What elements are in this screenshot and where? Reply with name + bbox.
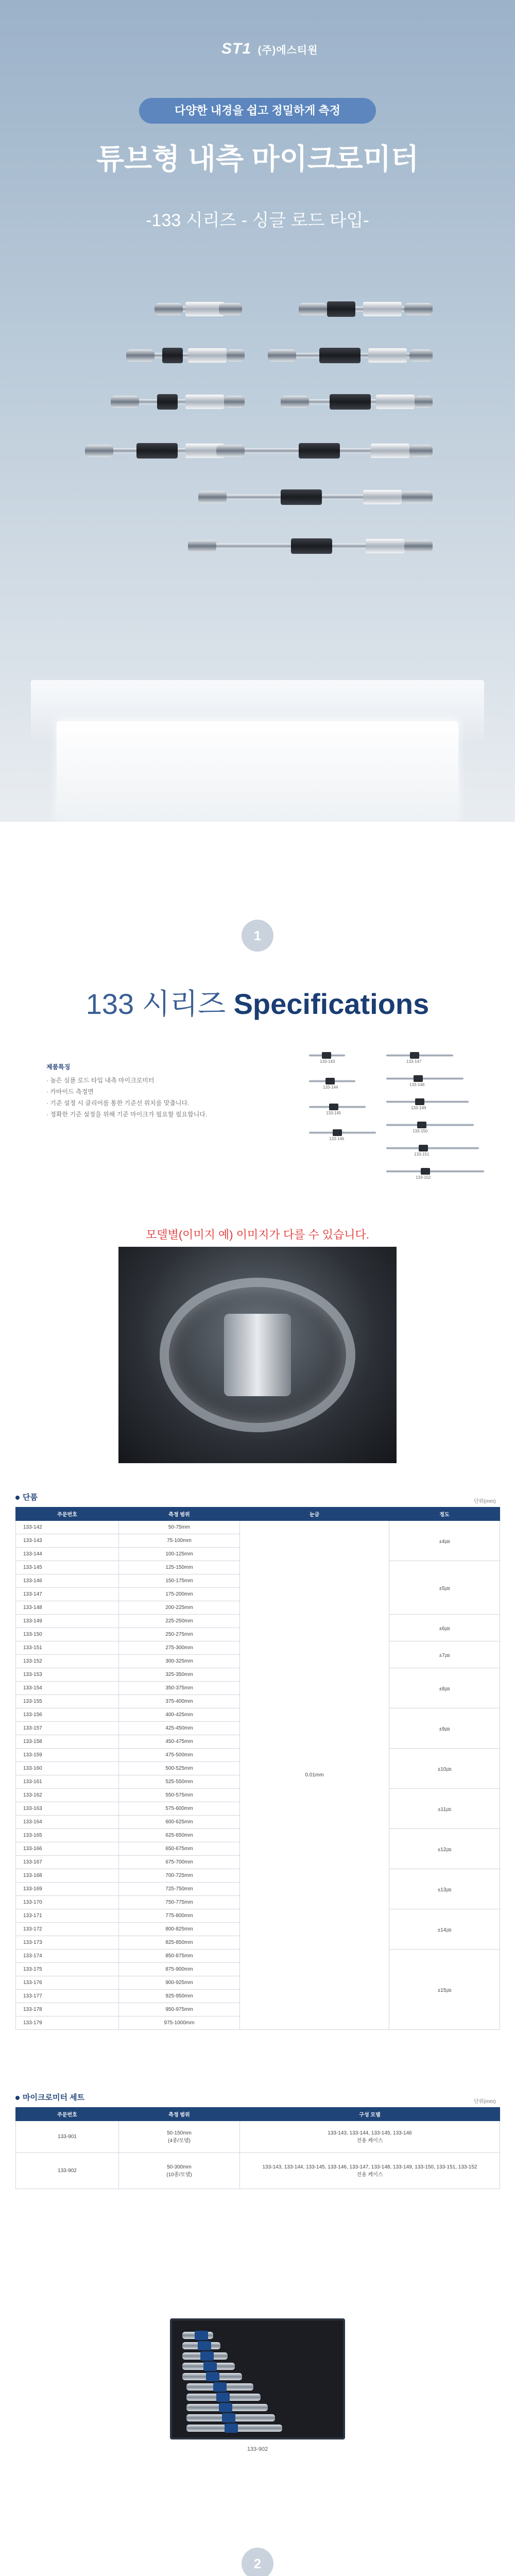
order-code: 133-158 (16, 1735, 119, 1749)
order-code: 133-151 (16, 1641, 119, 1655)
order-code: 133-153 (16, 1668, 119, 1682)
order-code: 133-154 (16, 1682, 119, 1695)
order-code: 133-173 (16, 1936, 119, 1950)
accuracy: ±14㎛ (389, 1909, 500, 1950)
product-photo (118, 1247, 397, 1463)
product-image-micrometer (216, 440, 433, 461)
table-header-cell: 정도 (389, 1507, 500, 1521)
measuring-range: 675-700mm (119, 1856, 240, 1869)
lineup-model-tag: 133-147 (406, 1059, 422, 1064)
feature-item: · 높은 심플 로드 타입 내측 마이크로미터 (46, 1077, 154, 1084)
case-micrometer (182, 2332, 213, 2339)
lineup-model-tag: 133-146 (329, 1137, 345, 1141)
set-code: 133-901 (16, 2121, 119, 2153)
table-header-cell: 눈금 (240, 1507, 389, 1521)
order-code: 133-148 (16, 1601, 119, 1615)
accuracy: ±5㎛ (389, 1561, 500, 1615)
case-micrometer (186, 2414, 275, 2421)
case-micrometer (182, 2352, 228, 2360)
table-header-cell: 구성 모델 (240, 2108, 500, 2121)
measuring-range: 575-600mm (119, 1802, 240, 1816)
order-code: 133-146 (16, 1574, 119, 1588)
order-code: 133-176 (16, 1976, 119, 1990)
case-micrometer (182, 2342, 220, 2349)
hero-banner (0, 0, 515, 822)
order-code: 133-171 (16, 1909, 119, 1923)
lineup-model-tag: 133-144 (323, 1085, 338, 1090)
order-code: 133-174 (16, 1950, 119, 1963)
accuracy: ±7㎛ (389, 1641, 500, 1668)
hero-subtitle: -133 시리즈 - 싱글 로드 타입- (146, 211, 369, 230)
brand-logo-mark: ST1 (221, 40, 252, 57)
measuring-range: 825-850mm (119, 1936, 240, 1950)
measuring-range: 550-575mm (119, 1789, 240, 1802)
single-table-label: 단품 (15, 1492, 38, 1502)
hero-title: 튜브형 내측 마이크로미터 (96, 143, 419, 175)
micrometer-head-image (224, 1314, 291, 1396)
set-range: 50-300mm (10종/모델) (119, 2153, 240, 2189)
lineup-micrometer (309, 1103, 366, 1117)
order-code: 133-170 (16, 1896, 119, 1909)
section-title-series: 133 시리즈 (85, 988, 226, 1020)
feature-item: · 카바이드 측정면 (46, 1088, 94, 1095)
lineup-model-tag: 133-148 (409, 1082, 425, 1087)
measuring-range: 175-200mm (119, 1588, 240, 1601)
table-header-cell: 측정 범위 (119, 2108, 240, 2121)
measuring-range: 650-675mm (119, 1842, 240, 1856)
measuring-range: 700-725mm (119, 1869, 240, 1883)
order-code: 133-147 (16, 1588, 119, 1601)
case-micrometer (182, 2373, 242, 2380)
measuring-range: 300-325mm (119, 1655, 240, 1668)
accuracy: ±11㎛ (389, 1789, 500, 1829)
accuracy: ±15㎛ (389, 1950, 500, 2030)
measuring-range: 900-925mm (119, 1976, 240, 1990)
table-header-row (16, 1507, 500, 1521)
order-code: 133-149 (16, 1615, 119, 1628)
lineup-micrometer (386, 1121, 474, 1135)
order-code: 133-155 (16, 1695, 119, 1708)
table-row (16, 2121, 500, 2153)
measuring-range: 250-275mm (119, 1628, 240, 1641)
measuring-range: 600-625mm (119, 1816, 240, 1829)
measuring-range: 500-525mm (119, 1762, 240, 1775)
table-row (16, 1521, 500, 1534)
product-image-micrometer (188, 536, 433, 556)
lineup-model-tag: 133-149 (411, 1106, 426, 1110)
measuring-range: 375-400mm (119, 1695, 240, 1708)
order-code: 133-159 (16, 1749, 119, 1762)
lineup-micrometer (309, 1051, 345, 1065)
feature-heading: 제품특징 (46, 1063, 71, 1071)
accuracy: ±8㎛ (389, 1668, 500, 1708)
case-micrometer (186, 2425, 282, 2432)
set-models: 133-143, 133-144, 133-145, 133-146, 133-147, 133-148, 133-149, 133-150, 133-151, 133-152 전용 케이스 (240, 2153, 500, 2189)
brand-logo (221, 40, 318, 58)
measuring-range: 725-750mm (119, 1883, 240, 1896)
accuracy: ±10㎛ (389, 1749, 500, 1789)
order-code: 133-177 (16, 1990, 119, 2003)
table-header-cell: 측정 범위 (119, 1507, 240, 1521)
section-number-badge: 2 (242, 2548, 273, 2576)
order-code: 133-172 (16, 1923, 119, 1936)
table-header-row (16, 2108, 500, 2121)
section-title-main: Specifications (233, 988, 430, 1020)
measuring-range: 200-225mm (119, 1601, 240, 1615)
feature-list (46, 1061, 263, 1120)
measuring-range: 75-100mm (119, 1534, 240, 1548)
measuring-range: 950-975mm (119, 2003, 240, 2016)
measuring-range: 625-650mm (119, 1829, 240, 1842)
accuracy: ±6㎛ (389, 1615, 500, 1641)
order-code: 133-162 (16, 1789, 119, 1802)
order-code: 133-145 (16, 1561, 119, 1574)
case-micrometer (186, 2383, 253, 2391)
order-code: 133-164 (16, 1816, 119, 1829)
lineup-micrometer (309, 1077, 355, 1091)
feature-item: · 정확한 기준 설정을 위해 기준 마이크가 필요할 필요합니다. (46, 1111, 208, 1118)
order-code: 133-178 (16, 2003, 119, 2016)
set-table-label: 마이크로미터 세트 (15, 2092, 84, 2103)
lineup-model-tag: 133-143 (320, 1059, 335, 1064)
lineup-model-tag: 133-152 (416, 1175, 431, 1180)
set-models: 133-143, 133-144, 133-145, 133-146 전용 케이스 (240, 2121, 500, 2153)
measuring-range: 775-800mm (119, 1909, 240, 1923)
measuring-range: 225-250mm (119, 1615, 240, 1628)
measuring-range: 450-475mm (119, 1735, 240, 1749)
order-code: 133-157 (16, 1722, 119, 1735)
order-code: 133-165 (16, 1829, 119, 1842)
product-image-micrometer (281, 392, 433, 412)
measuring-range: 325-350mm (119, 1668, 240, 1682)
order-code: 133-142 (16, 1521, 119, 1534)
order-code: 133-160 (16, 1762, 119, 1775)
order-code: 133-152 (16, 1655, 119, 1668)
display-pedestal (57, 721, 458, 822)
measuring-range: 750-775mm (119, 1896, 240, 1909)
product-image-micrometer (154, 299, 242, 319)
lineup-micrometer (386, 1167, 484, 1181)
table-row (16, 2153, 500, 2189)
product-image-micrometer (268, 345, 433, 366)
order-code: 133-169 (16, 1883, 119, 1896)
accuracy: ±4㎛ (389, 1521, 500, 1561)
product-image-micrometer (111, 392, 245, 412)
measuring-range: 925-950mm (119, 1990, 240, 2003)
hero-tagline-pill: 다양한 내경을 쉽고 정밀하게 측정 (139, 98, 376, 124)
order-code: 133-156 (16, 1708, 119, 1722)
table-header-cell: 주문번호 (16, 1507, 119, 1521)
product-image-micrometer (126, 345, 245, 366)
order-code: 133-143 (16, 1534, 119, 1548)
lineup-micrometer (386, 1144, 479, 1158)
case-caption: 133-902 (247, 2446, 268, 2452)
accuracy: ±12㎛ (389, 1829, 500, 1869)
set-table-unit: 단위(mm) (474, 2099, 496, 2105)
order-code: 133-161 (16, 1775, 119, 1789)
single-table-unit: 단위(mm) (474, 1499, 496, 1504)
measuring-range: 275-300mm (119, 1641, 240, 1655)
measuring-range: 400-425mm (119, 1708, 240, 1722)
lineup-micrometer (386, 1097, 469, 1112)
measuring-range: 150-175mm (119, 1574, 240, 1588)
measuring-range: 800-825mm (119, 1923, 240, 1936)
lineup-model-tag: 133-145 (326, 1111, 341, 1115)
micrometer-set-case-image (170, 2318, 345, 2439)
order-code: 133-150 (16, 1628, 119, 1641)
order-code: 133-144 (16, 1548, 119, 1561)
measuring-range: 350-375mm (119, 1682, 240, 1695)
lineup-model-tag: 133-150 (413, 1129, 428, 1133)
order-code: 133-166 (16, 1842, 119, 1856)
order-code: 133-179 (16, 2016, 119, 2030)
single-spec-table (15, 1507, 500, 2030)
section-title (0, 981, 515, 1023)
measuring-range: 425-450mm (119, 1722, 240, 1735)
graduation: 0.01mm (240, 1521, 389, 2030)
measuring-range: 100-125mm (119, 1548, 240, 1561)
measuring-range: 850-875mm (119, 1950, 240, 1963)
product-image-micrometer (198, 487, 433, 507)
measuring-range: 975-1000mm (119, 2016, 240, 2030)
order-code: 133-175 (16, 1963, 119, 1976)
measuring-range: 525-550mm (119, 1775, 240, 1789)
lineup-micrometer (386, 1074, 464, 1089)
case-micrometer (186, 2394, 261, 2401)
measuring-range: 475-500mm (119, 1749, 240, 1762)
order-code: 133-168 (16, 1869, 119, 1883)
product-image-micrometer (299, 299, 433, 319)
lineup-model-tag: 133-151 (414, 1152, 430, 1157)
table-header-cell: 주문번호 (16, 2108, 119, 2121)
accuracy: ±13㎛ (389, 1869, 500, 1909)
model-image-note: 모델별(이미지 예) 이미지가 다를 수 있습니다. (146, 1228, 369, 1241)
set-spec-table (15, 2107, 500, 2189)
feature-item: · 기준 설정 시 클리어를 통한 기준선 위치를 맞춥니다. (46, 1099, 190, 1107)
measuring-range: 875-900mm (119, 1963, 240, 1976)
measuring-range: 50-75mm (119, 1521, 240, 1534)
order-code: 133-163 (16, 1802, 119, 1816)
case-micrometer (182, 2363, 235, 2370)
lineup-micrometer (386, 1051, 453, 1065)
measuring-range: 125-150mm (119, 1561, 240, 1574)
case-micrometer (186, 2404, 268, 2411)
set-code: 133-902 (16, 2153, 119, 2189)
order-code: 133-167 (16, 1856, 119, 1869)
brand-logo-text: (주)에스티원 (258, 45, 318, 56)
section-number-badge: 1 (242, 920, 273, 952)
accuracy: ±9㎛ (389, 1708, 500, 1749)
lineup-micrometer (309, 1128, 376, 1143)
set-range: 50-150mm (4종/모델) (119, 2121, 240, 2153)
